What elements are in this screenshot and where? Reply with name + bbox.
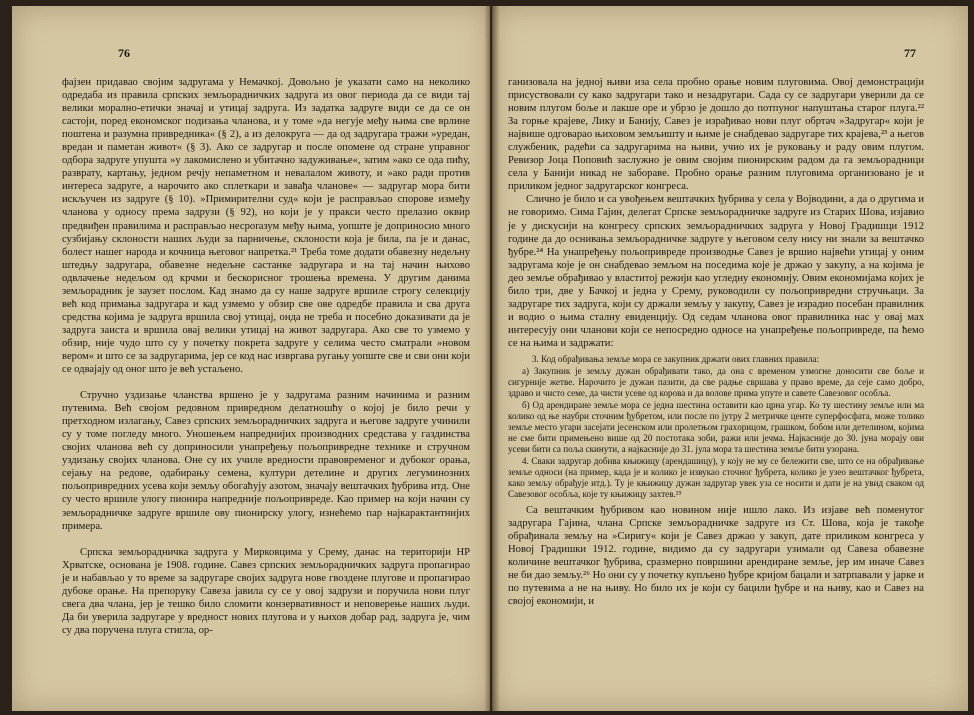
quote-heading: 3. Код обрађивања земље мора се закупник држати ових главних правила: [532,353,819,364]
left-page [12,6,490,711]
right-page [492,6,968,711]
right-page-text [508,76,924,608]
quote-item: б) Од арендиране земље мора се једна шестина оставити као црна угар. Ко ту шестину земље или ма колико од ње наубри сточним ђубретом, или после по јутру 2 метричке центе суперфосфата, може толико земље место угари засејати јесенском или пролетњом граxорицом, грашком, бобом или детелином, којима не сме бити примењено више од 20 постотака зоби, ражи или јечма. Најкасније до 30. јуна морају ови усеви бити са поља скинути, а најкасније до 31. јула мора та шестина земље бити узорана. [508,399,924,454]
quote-item: а) Закупник је земљу дужан обрађивати тако, да она с временом узмогне доносити све боље и сигурније жетве. Нарочито је дужан пазити, да све радње свршава у право време, да сеје само добро, здраво и чисто семе, да чисти усеве од корова и да волове прима упуте и савете Савезовог особља. [508,365,924,398]
rules-quote [508,354,924,500]
paragraph: Слично је било и са увођењем вештачких ђубрива у села у Војводини, а да о другима и не говоримо. Сима Гајин, делегат Српске земљорадничке задруге из Старих Шова, изјавио је у дискусији на конгресу српских земљорадничких задруга у Новој Градишци 1912 године да до оснивања земљорадничке задруге у његовом селу нису ни знали за вештачко ђубре.²⁴ На унапређењу пољопривреде производње Савез је вршио највећи утицај у оним задругама које је он снабдевао земљом на поседима које је држао у закупу, а на којима је део земље обрађивао у властитој режији као угледну економију. Овим економијама којих је било три, две у Бачкој и једна у Срему, руководили су пољопривредни стручњаци. За задругаре тих задруга, који су држали земљу у закупу, Савез је израдио посебан правилник и водио о њима сталну евиденцију. Од седам чланова овог правилника нас у овај мах интересују они чланови који се непосредно односе на унапређење пољопривреде, па ћемо се на њима и задржати: [508,194,924,349]
paragraph: ганизовала на једној њиви иза села пробно орање новим плуговима. Овој демонстрацији присуствовали су како задругари тако и незадругари. Сада су се задругари уверили да се новим плугом боље и лакше оре и убрзо је дошло до потпуног напуштања старог плуга.²² За горње крајеве, Лику и Банију, Савез је израђивао нови плуг обртач »Задругар« који је највише одговарао њиховом земљишту и њиме је снабдевао задругаре тих крајева,²³ а његов службеник, радећи са задругарима на њиви, учио их је руковању и раду овим плугом. Ревизор Јоца Поповић заслужно је овим својим пионирским радом да га земљорадници села у Банији никад не забораве. Пробно орање разним плуговима организовано је и приликом једног задругарског конгреса. [508,77,924,193]
page-number-left: 76 [118,46,130,60]
quote-item: 4. Сваки задругар добива књижицу (арендашицу), у коју не му се бележити све, што се на обрађивање земље односи (на пример, када је и колико је извукао сточног ђубрета, колико је узео вештачког ђубрета, како земљу обрађује итд.). Ту је књижицу дужан задругар увек уза се носити и дати је на увид сваком од Савезовог особља, које ту књижицу захтев.²⁵ [508,455,924,499]
left-page-text [62,76,470,637]
paragraph: Са вештачким ђубривом као новином није ишло лако. Из изјаве већ поменутог задругара Гајина, члана Српске земљорадничке задруге из Ст. Шова, која је такође обрађивала земљу на »Сиригу« који је Савез држао у закуп, дате приликом конгреса у Новој Градишки 1912. године, видимо да су задругари узимали од Савеза обавезне количине вештачког ђубрива, сразмерно површини арендиране земље, јер им иначе Савез не би дао земљу.²⁶ Но они су у почетку купљено ђубре кријом бацали и затрпавали у јарке и по путевима а не на њиву. Но било их је који су бацили ђубре и на њиву, као и Савез на својој економији, и [508,504,924,608]
paragraph: Српска земљорадничка задруга у Мирковцима у Срему, данас на територији НР Хрватске, основана је 1908. године. Савез српских земљорадничких задруга пропагирао је и набављао у то време за задругаре својих задруга нове гвоздене плугове и пропагирао дубоке орање. На препоруку Савеза јавила су се у овој задрузи и поручила нови плуг свега два члана, јер је тешко било сломити конзервативност и неповерење наших људи. Да би уверила задругаре у вредност нових плугова и у њихов добар рад, задруга је, чим су два поручена плуга стигла, ор- [62,546,470,636]
page-number-right: 77 [904,46,916,60]
paragraph: фајзен придавао својим задругама у Немачкој. Довољно је указати само на неколико одредаба из правила српских земљорадничких задруга из овог периода да се види тај велики морално-етички значај и утицај задруга. Из задатка задруге види се да се он састоји, поред економског подизања чланова, и у томе »да негује међу њима све врлине поштена и разумна привредника« (§ 2), а из делокруга — да од задругара тражи »уредан, вредан и паметан живот« (§ 3). Ако се задругар и после опомене од стране управног одбора задруге упушта »у лакомислено и убитачно задуживање«, затим »ако се ода пићу, разврату, картању, једном речју непаметном и невалалом животу, и »ако ради против интереса задруге, а нарочито ако сплеткари и завађа чланове« — задругар мора бити искључен из задруге (§ 10). »Примирителни суд« који је расправљао спорове између чланова у односу према задрузи (§ 92), но који је у пракси често прелазио оквир предвиђен правилима и расправљао несporазум међу њима, уопште је доприносио много сузбијању склоности наших људи за парничење, склоности која је била, па је и данас, болест нашег народа и кочница његовог напретка.²¹ Треба томе додати обавезну недељну штедњу задругара, обавезне недељне састанке задругара и на тај начин њихово одвлачење недељом од крчми и бескорисног трошења времена. У другим данима земљорадник је заузет послом. Кад знамо да су наше задруге вршиле строгу селекцију већ код примања задругара и кад узмемо у обзир све ове одредбе правила и сва друга средства којима је задруга вршила свој утицај, онда не треба и посебно доказивати да је задруга заиста и вршила овај велики утицај на живот задругара. Ако све то узмемо у обзир, није чудо што су у почетку покрета задруге у селима често сматрали »новом вером« и што се за задругарима, јер се код нас извргава ругању уопште све и сви они који се одвајају од оног што је већ устаљено. [62,77,470,376]
paragraph: Стручно уздизање чланства вршено је у задругама разним начинима и разним путевима. Већ својом редовном привредном делатношћу о којој је било речи у претходном излагању, Савез српских земљорадничких задруга и његове задруге учинили су у томе погледу много. Уношењем напреднијих производних средстава у газдинства својих чланова већ су доприносили унапређењу пољопривредне технике и стручном уздизању својих чланова. Оне су их училе вредности правовременог и дубоког орања, сејању на редове, одабирању семена, култури детелине и других легуминозних пољопривредних усева који земљу обогаћују азотом, значају вештачких ђубрива итд. Оне су често вршиле улогу пионира напредније пољопривреде. Као пример на који начин су земљорадничке задруге вршиле ову пионирску улогу, изнећемо пар најкарактантнијих примера. [62,390,470,532]
